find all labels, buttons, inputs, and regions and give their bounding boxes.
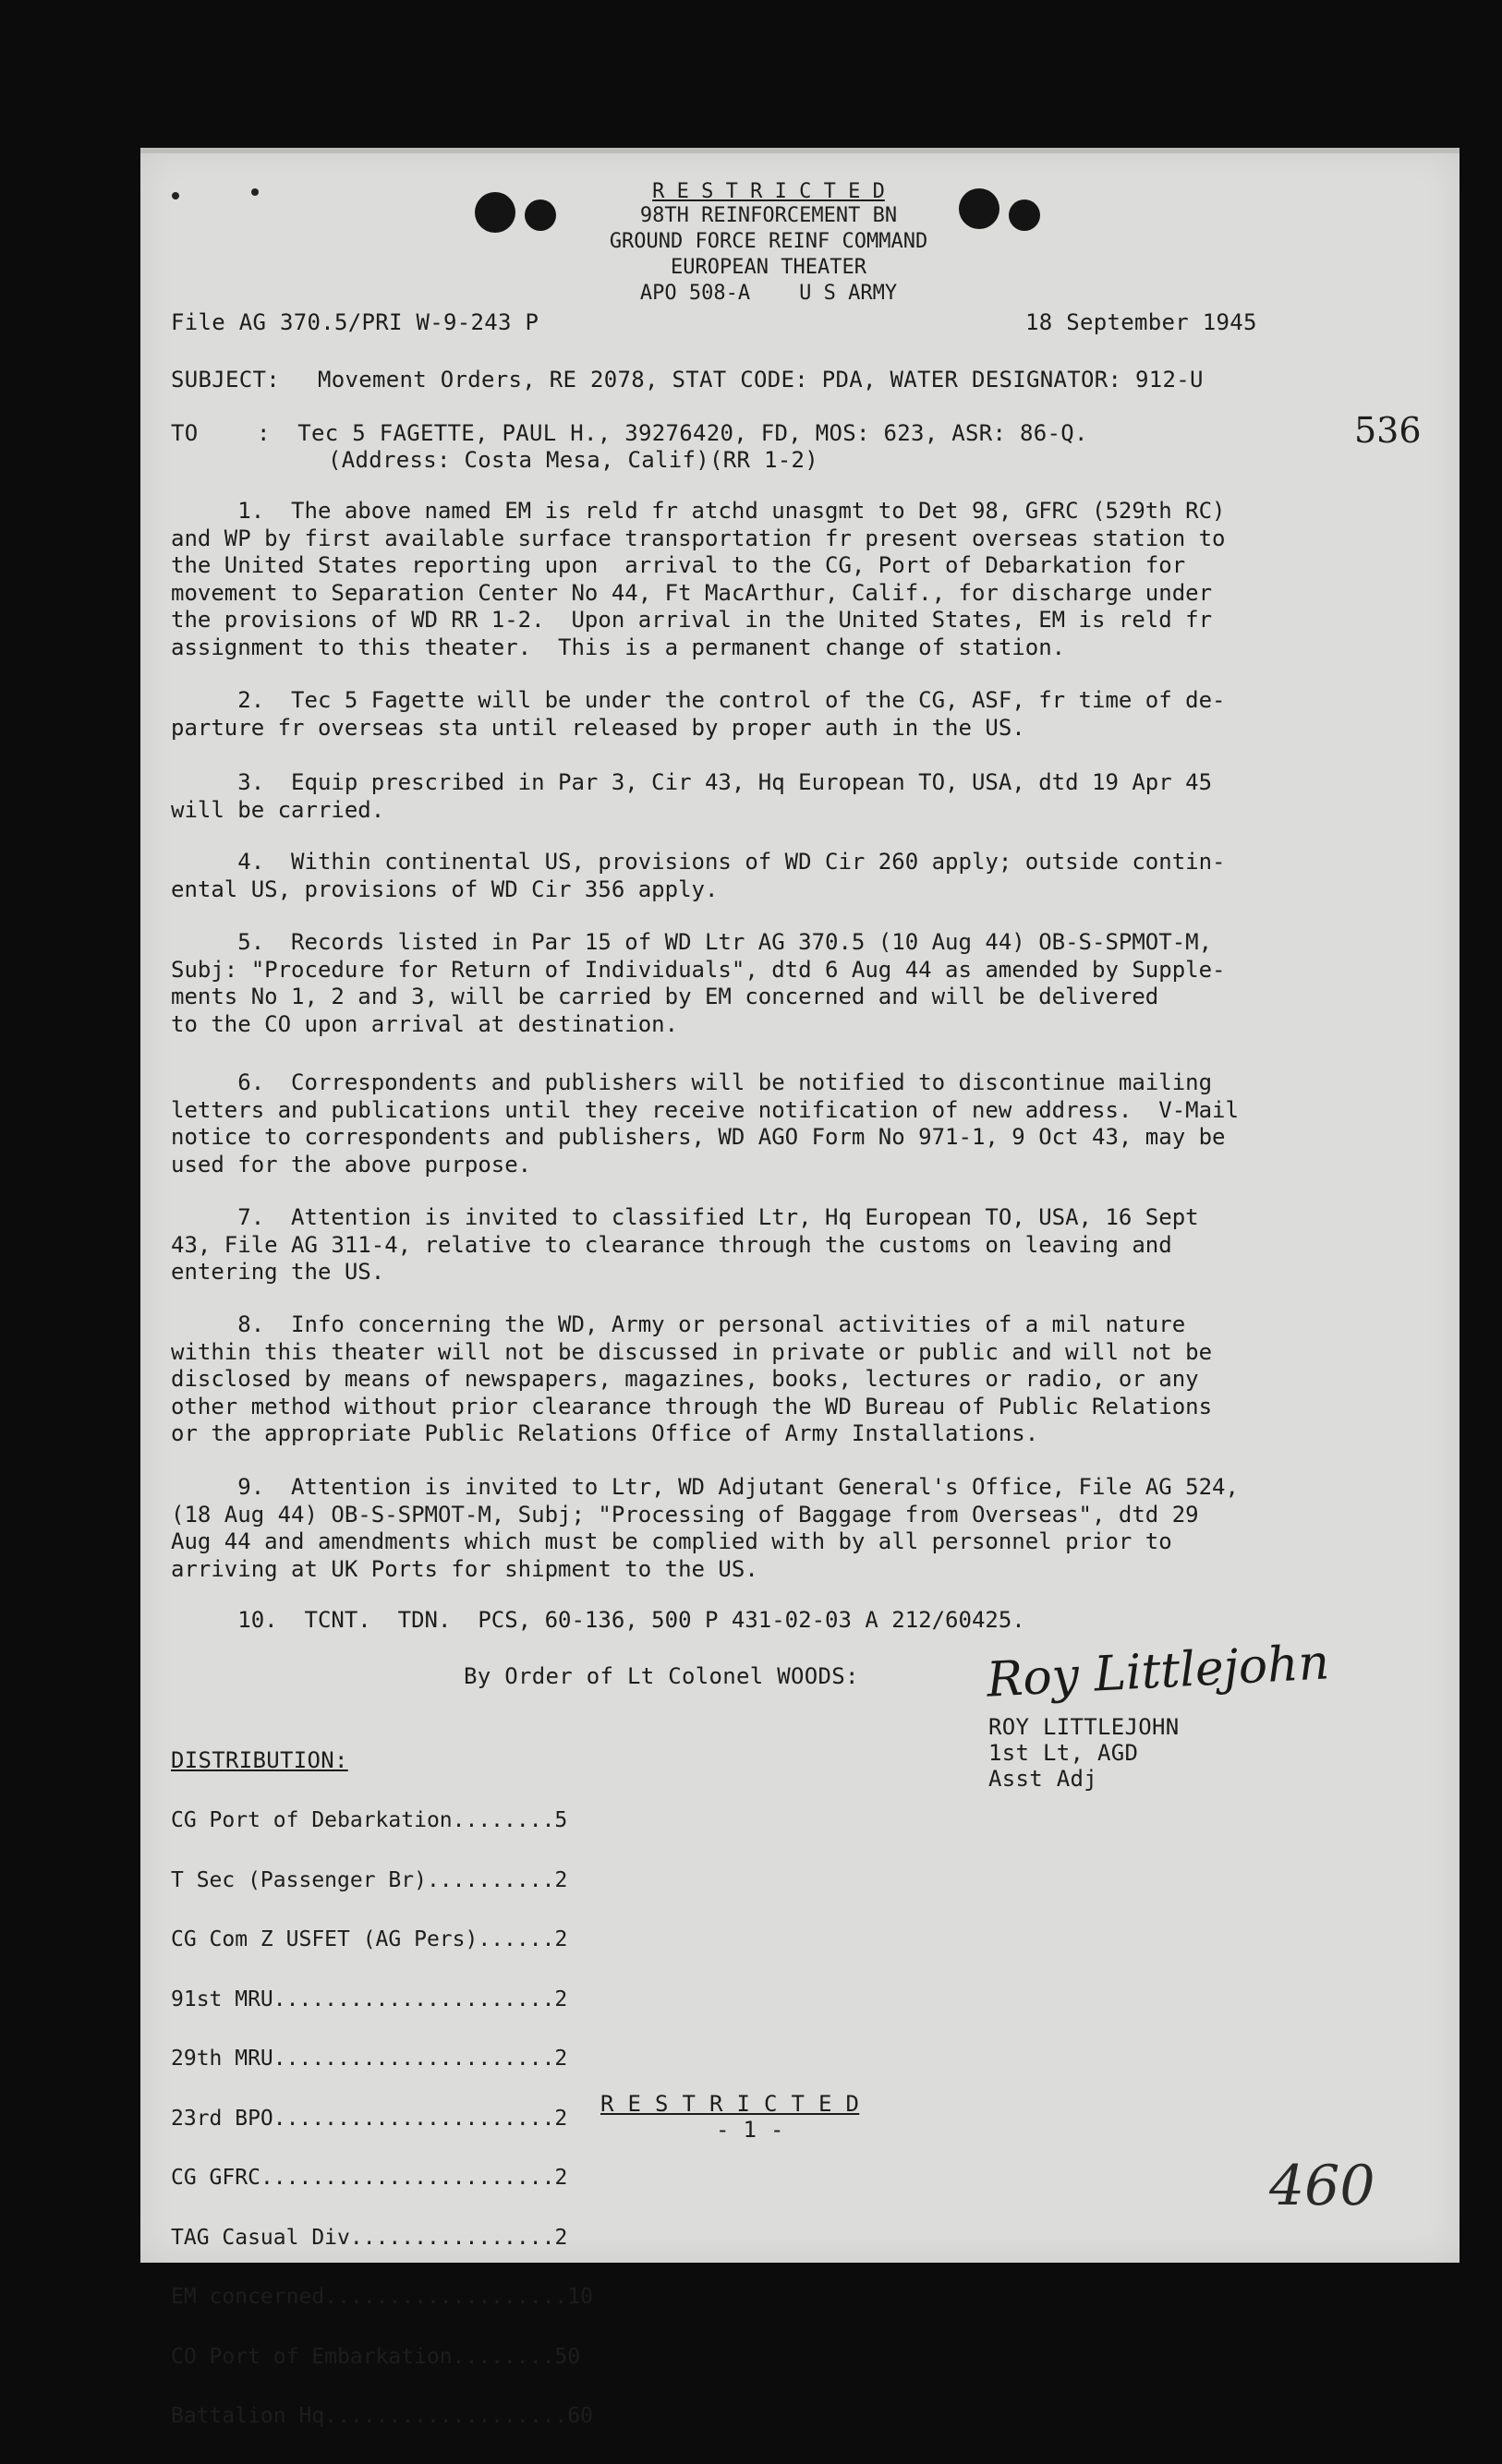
distribution-recipient: CO Port of Embarkation — [171, 2344, 453, 2369]
distribution-qty: 10 — [567, 2285, 593, 2309]
distribution-row — [171, 2285, 593, 2310]
paragraph-4: 4. Within continental US, provisions of WD Cir 260 apply; outside contin- ental US, provisions of WD Cir 356 apply. — [171, 849, 1226, 902]
command-name: GROUND FORCE REINF COMMAND — [609, 230, 928, 253]
distribution-qty: 50 — [554, 2344, 581, 2369]
document-page — [140, 148, 1460, 2428]
distribution-qty: 2 — [554, 1987, 568, 2011]
paragraph-8: 8. Info concerning the WD, Army or personal activities of a mil nature within this theater will not be discussed in private or public and will not be disclosed by means of newspapers, magazines, books, lectures or radio, or any other method without prior clearance through the WD Bureau of Public Relations or the appropriate Public Relations Office of Army Installations. — [171, 1311, 1213, 1446]
paragraph-6: 6. Correspondents and publishers will be notified to discontinue mailing letters and publications until they receive notification of new address. V-Mail notice to correspondents and publishers, WD AGO Form No 971-1, 9 Oct 43, may be used for the above purpose. — [171, 1069, 1239, 1178]
to-line-1: : Tec 5 FAGETTE, PAUL H., 39276420, FD, MOS: 623, ASR: 86-Q. — [257, 420, 1088, 446]
distribution-qty: 2 — [554, 2106, 568, 2131]
speck — [172, 192, 179, 199]
leader-dots: .......... — [426, 1867, 555, 1892]
distribution-row — [171, 1868, 593, 1893]
to-label: TO — [171, 420, 199, 446]
distribution-qty: 2 — [554, 1927, 568, 1951]
paragraph-10: 10. TCNT. TDN. PCS, 60-136, 500 P 431-02-03 A 212/60425. — [171, 1607, 1025, 1633]
distribution-qty: 2 — [554, 2047, 568, 2071]
distribution-row — [171, 2166, 593, 2191]
file-reference: File AG 370.5/PRI W-9-243 P — [171, 309, 539, 335]
punch-hole-icon — [475, 192, 515, 233]
distribution-qty: 2 — [554, 2225, 568, 2250]
distribution-qty: 2 — [554, 1867, 568, 1892]
leader-dots: ................... — [324, 2404, 568, 2428]
leader-dots: ........ — [452, 2344, 555, 2369]
distribution-row — [171, 2404, 593, 2429]
distribution-row — [171, 1927, 593, 1952]
by-order-line: By Order of Lt Colonel WOODS: — [464, 1663, 859, 1689]
classification-bottom: R E S T R I C T E D — [600, 2091, 860, 2117]
stamp-number: 536 — [1354, 410, 1422, 451]
handwritten-number: 460 — [1269, 2154, 1375, 2218]
distribution-row — [171, 2345, 593, 2370]
paragraph-3: 3. Equip prescribed in Par 3, Cir 43, Hq European TO, USA, dtd 19 Apr 45 will be carried. — [171, 769, 1213, 823]
handwritten-signature: Roy Littlejohn — [985, 1635, 1331, 1709]
leader-dots: ........ — [452, 1808, 555, 1832]
distribution-recipient: 91st MRU — [171, 1987, 273, 2011]
distribution-row — [171, 2107, 593, 2132]
distribution-qty: 60 — [567, 2404, 593, 2428]
distribution-title: DISTRIBUTION: — [171, 1747, 348, 1773]
signer-title: Asst Adj — [988, 1766, 1097, 1792]
distribution-row — [171, 1808, 593, 1833]
subject-text: Movement Orders, RE 2078, STAT CODE: PDA, WATER DESIGNATOR: 912-U — [318, 367, 1204, 393]
leader-dots: ....................... — [260, 2166, 555, 2190]
distribution-recipient: EM concerned — [171, 2285, 325, 2309]
distribution-recipient: TAG Casual Div — [171, 2225, 350, 2250]
distribution-recipient: CG GFRC — [171, 2166, 260, 2190]
distribution-qty: 5 — [554, 1808, 568, 1832]
punch-hole-icon — [1009, 199, 1040, 231]
distribution-row — [171, 2226, 593, 2251]
paragraph-7: 7. Attention is invited to classified Ltr, Hq European TO, USA, 16 Sept 43, File AG 311-4, relative to clearance through the customs on leaving and entering the US. — [171, 1204, 1199, 1285]
leader-dots: ...................... — [273, 1987, 555, 2011]
distribution-recipient: 29th MRU — [171, 2047, 273, 2071]
classification-top: R E S T R I C T E D — [652, 180, 885, 203]
leader-dots: ...... — [478, 1927, 555, 1951]
distribution-recipient: CG Com Z USFET (AG Pers) — [171, 1927, 478, 1951]
distribution-recipient: 23rd BPO — [171, 2106, 273, 2131]
theater-name: EUROPEAN THEATER — [671, 256, 866, 279]
distribution-row — [171, 2047, 593, 2071]
distribution-recipient: T Sec (Passenger Br) — [171, 1867, 427, 1892]
distribution-row — [171, 1987, 593, 2012]
paragraph-2: 2. Tec 5 Fagette will be under the control of the CG, ASF, fr time of de- parture fr overseas sta until released by proper auth in the US. — [171, 687, 1226, 741]
leader-dots: ................... — [324, 2285, 568, 2309]
paragraph-9: 9. Attention is invited to Ltr, WD Adjutant General's Office, File AG 524, (18 Aug 44) OB-S-SPMOT-M, Subj; "Processing of Baggage from Overseas", dtd 29 Aug 44 and amendments which must be complied with by all personnel prior to arriving at UK Ports for shipment to the US. — [171, 1474, 1239, 1582]
leader-dots: ................ — [349, 2225, 555, 2250]
speck — [251, 188, 259, 196]
distribution-recipient: Battalion Hq — [171, 2404, 325, 2428]
leader-dots: ...................... — [273, 2106, 555, 2131]
paragraph-5: 5. Records listed in Par 15 of WD Ltr AG 370.5 (10 Aug 44) OB-S-SPMOT-M, Subj: "Procedure for Return of Individuals", dtd 6 Aug 44 as amended by Supple- ments No 1, 2 and 3, will be carried by EM concerned and will be delivered to the CO upon arrival at destination. — [171, 929, 1226, 1037]
document-date: 18 September 1945 — [1025, 309, 1257, 335]
signer-name: ROY LITTLEJOHN — [988, 1714, 1180, 1740]
leader-dots: ...................... — [273, 2047, 555, 2071]
signer-rank: 1st Lt, AGD — [988, 1740, 1139, 1766]
distribution-list — [171, 1773, 593, 2464]
to-line-2: (Address: Costa Mesa, Calif)(RR 1-2) — [328, 447, 818, 473]
distribution-qty: 2 — [554, 2166, 568, 2190]
page-edge — [140, 148, 1460, 153]
subject-label: SUBJECT: — [171, 367, 280, 393]
page-number: - 1 - — [716, 2117, 784, 2143]
unit-name: 98TH REINFORCEMENT BN — [639, 204, 898, 227]
apo-line: APO 508-A U S ARMY — [639, 282, 898, 305]
paragraph-1: 1. The above named EM is reld fr atchd unasgmt to Det 98, GFRC (529th RC) and WP by first available surface transportation fr present overseas station to the United States reporting upon arrival to the CG, Port of Debarkation for movement to Separation Center No 44, Ft MacArthur, Calif., for discharge under the provisions of WD RR 1-2. Upon arrival in the United States, EM is reld fr assignment to this theater. This is a permanent change of station. — [171, 498, 1226, 660]
distribution-recipient: CG Port of Debarkation — [171, 1808, 453, 1832]
